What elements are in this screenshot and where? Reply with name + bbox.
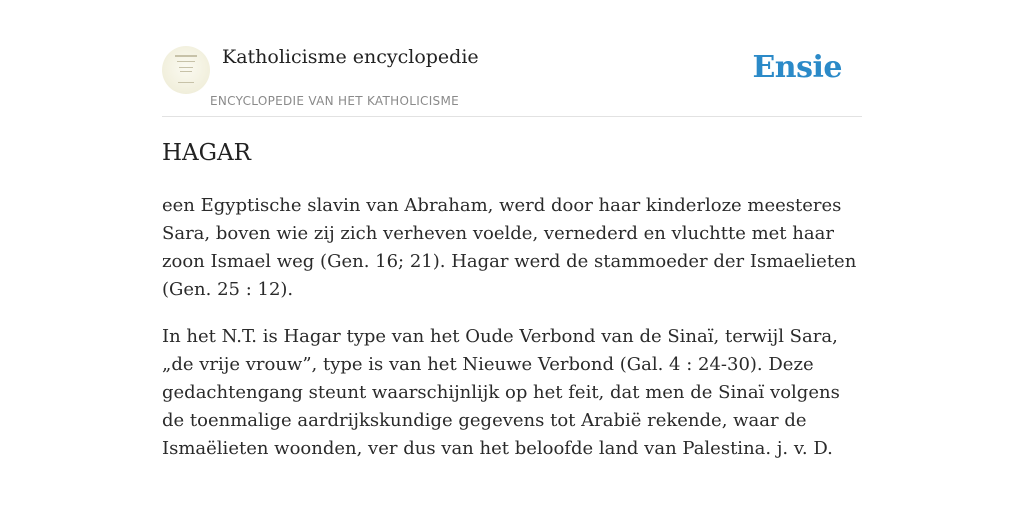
encyclopedia-cover-thumbnail[interactable] [162,46,210,94]
article-title: HAGAR [162,140,251,166]
article-body [162,192,862,482]
article-paragraph: In het N.T. is Hagar type van het Oude Verbond van de Sinaï, terwijl Sara, „de vrije vrouw”, type is van het Nieuwe Verbond (Gal. 4 : 24-30). Deze gedachtengang steunt waarschijnlijk op het feit, dat men de Sinaï volgens de toenmalige aardrijkskundige gegevens tot Arabië rekende, waar de Ismaëlieten woonden, ver dus van het beloofde land van Palestina. j. v. D. [162,326,840,459]
brand-logo[interactable]: Ensie [752,50,842,85]
header [162,40,862,117]
site-subtitle: ENCYCLOPEDIE VAN HET KATHOLICISME [210,94,459,108]
site-title[interactable]: Katholicisme encyclopedie [222,46,479,68]
article-paragraph: een Egyptische slavin van Abraham, werd door haar kinderloze meesteres Sara, boven wie zij zich verheven voelde, vernederd en vluchtte met haar zoon Ismael weg (Gen. 16; 21). Hagar werd de stammoeder der Ismaelieten (Gen. 25 : 12). [162,195,857,300]
